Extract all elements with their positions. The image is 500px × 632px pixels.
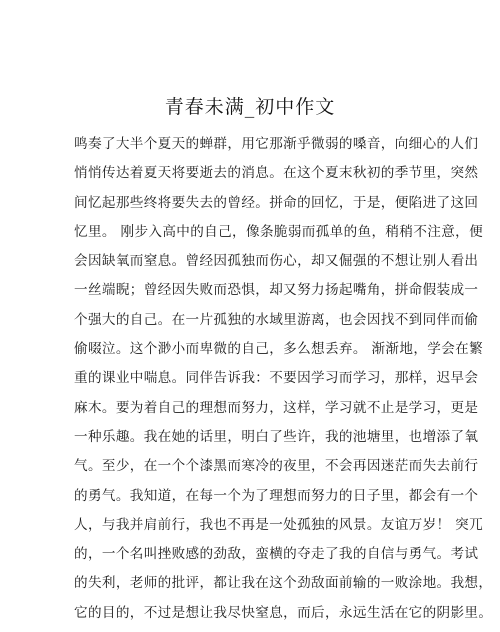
essay-line: 人，与我并肩前行，我也不再是一处孤独的风景。友谊万岁！ 突兀 xyxy=(74,516,484,533)
essay-line: 的勇气。我知道，在每一个为了理想而努力的日子里，都会有一个 xyxy=(74,487,479,504)
essay-line: 偷啜泣。这个渺小而卑微的自己，多么想丢弃。 渐渐地，学会在繁 xyxy=(74,341,484,358)
essay-line: 的失利，老师的批评，都让我在这个劲敌面前输的一败涂地。我想， xyxy=(74,575,493,592)
essay-line: 麻木。要为着自己的理想而努力，这样，学习就不止是学习，更是 xyxy=(74,399,479,416)
essay-line: 的，一个名叫挫败感的劲敌，蛮横的夺走了我的自信与勇气。考试 xyxy=(74,546,479,563)
essay-line: 重的课业中喘息。同伴告诉我：不要因学习而学习，那样，迟早会 xyxy=(74,370,479,387)
essay-line: 它的目的，不过是想让我尽快窒息，而后，永远生活在它的阴影里。 xyxy=(74,604,493,621)
essay-line: 一丝端睨；曾经因失败而恐惧，却又努力扬起嘴角，拼命假装成一 xyxy=(74,282,479,299)
essay-line: 鸣奏了大半个夏天的蝉群，用它那渐乎微弱的嗓音，向细心的人们 xyxy=(74,136,479,152)
essay-line: 会因缺氧而窒息。曾经因孤独而伤心，却又倔强的不想让别人看出 xyxy=(74,253,479,270)
essay-body xyxy=(74,134,493,632)
essay-line: 悄悄传达着夏天将要逝去的消息。在这个夏末秋初的季节里，突然 xyxy=(74,165,479,182)
essay-line: 一种乐趣。我在她的话里，明白了些许，我的池塘里，也增添了氧 xyxy=(74,428,479,445)
essay-line: 气。至少，在一个个漆黑而寒冷的夜里，不会再因迷茫而失去前行 xyxy=(74,458,479,475)
essay-line: 间忆起那些终将要失去的曾经。拼命的回忆，于是，便陷进了这回 xyxy=(74,194,479,211)
essay-line: 个强大的自己。在一片孤独的水域里游离，也会因找不到同伴而偷 xyxy=(74,311,479,328)
document-title: 青春未满_初中作文 xyxy=(164,96,336,118)
essay-line: 忆里。 刚步入高中的自己，像条脆弱而孤单的鱼，稍稍不注意，便 xyxy=(74,223,484,240)
